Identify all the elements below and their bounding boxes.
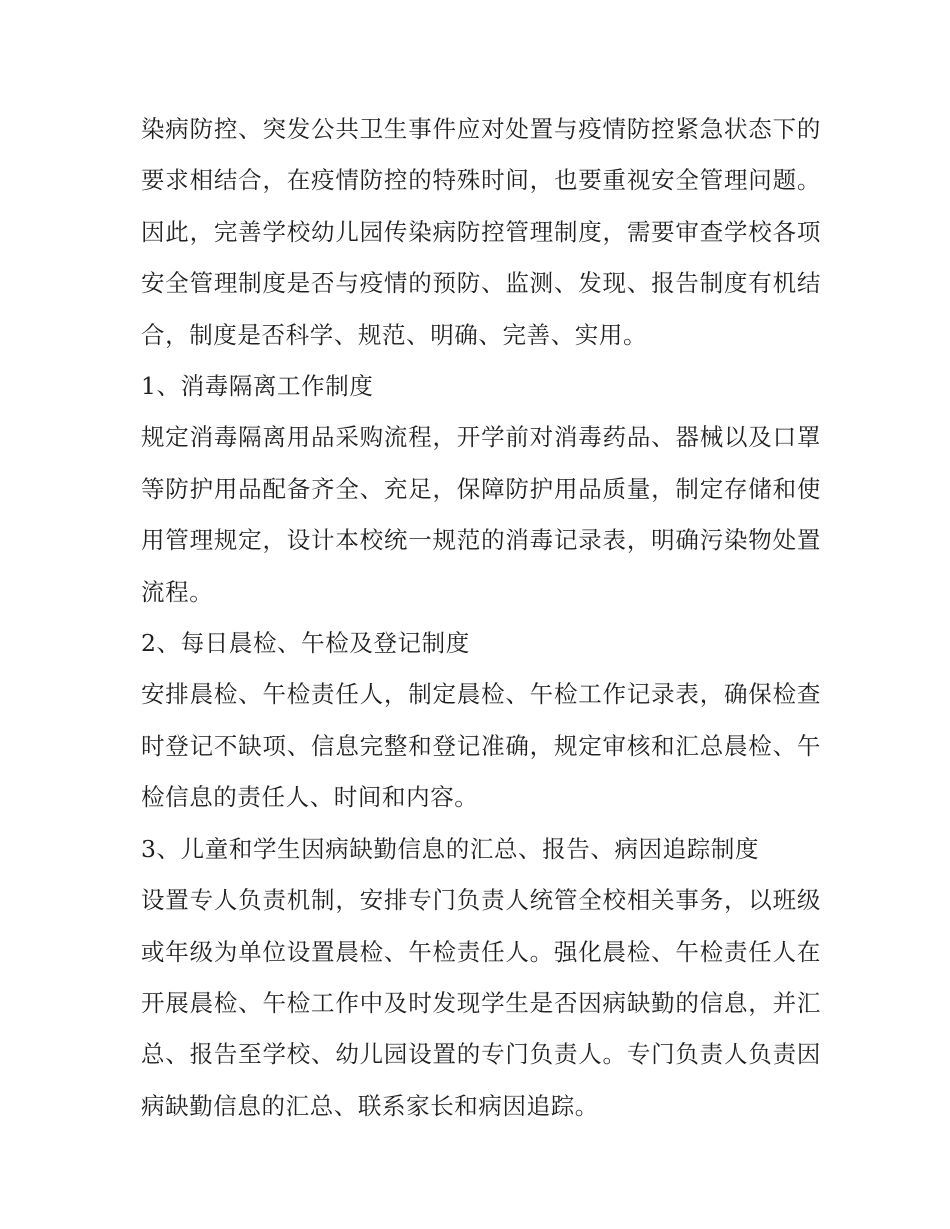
heading-absence-tracking: 3、儿童和学生因病缺勤信息的汇总、报告、病因追踪制度 xyxy=(141,834,760,863)
heading-disinfection-isolation: 1、消毒隔离工作制度 xyxy=(141,372,374,401)
document-body xyxy=(141,104,821,1132)
paragraph-absence-tracking: 设置专人负责机制，安排专门负责人统管全校相关事务，以班级或年级为单位设置晨检、午检责任人。强化晨检、午检责任人在开展晨检、午检工作中及时发现学生是否因病缺勤的信息，并汇总、报告至学校、幼儿园设置的专门负责人。专门负责人负责因病缺勤信息的汇总、联系家长和病因追踪。 xyxy=(141,886,821,1120)
paragraph-disinfection-isolation: 规定消毒隔离用品采购流程，开学前对消毒药品、器械以及口罩等防护用品配备齐全、充足，保障防护用品质量，制定存储和使用管理规定，设计本校统一规范的消毒记录表，明确污染物处置流程。 xyxy=(141,423,821,606)
heading-daily-checks: 2、每日晨检、午检及登记制度 xyxy=(141,629,470,658)
paragraph-intro: 染病防控、突发公共卫生事件应对处置与疫情防控紧急状态下的要求相结合，在疫情防控的特殊时间，也要重视安全管理问题。因此，完善学校幼儿园传染病防控管理制度，需要审查学校各项安全管理制度是否与疫情的预防、监测、发现、报告制度有机结合，制度是否科学、规范、明确、完善、实用。 xyxy=(141,115,821,349)
paragraph-daily-checks: 安排晨检、午检责任人，制定晨检、午检工作记录表，确保检查时登记不缺项、信息完整和登记准确，规定审核和汇总晨检、午检信息的责任人、时间和内容。 xyxy=(141,680,821,812)
